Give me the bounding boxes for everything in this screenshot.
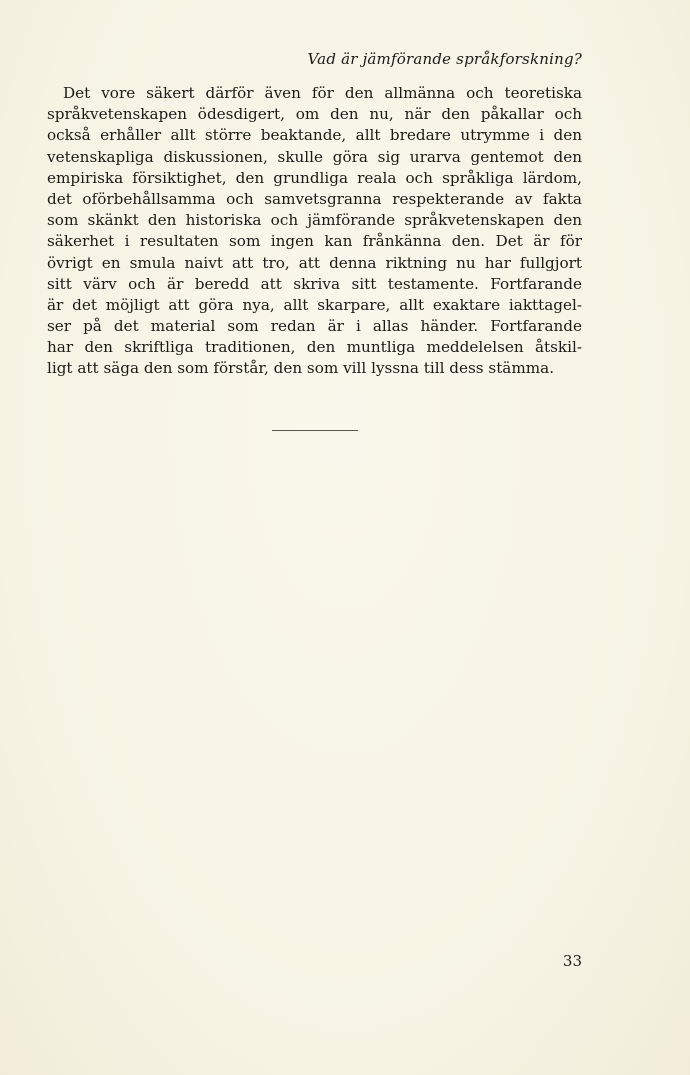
paragraph-line: det oförbehållsamma och samvetsgranna respekterande av fakta [47,189,582,208]
page-number: 33 [562,952,582,970]
paragraph-line: övrigt en smula naivt att tro, att denna riktning nu har fullgjort [47,253,582,272]
paragraph-line: har den skriftliga traditionen, den muntliga meddelelsen åtskil- [47,338,582,357]
paragraph-line: Det vore säkert därför även för den allmänna och teoretiska [63,84,582,102]
paragraph-line: vetenskapliga diskussionen, skulle göra sig urarva gentemot den [47,147,582,166]
running-head: Vad är jämförande språkforskning? [307,50,582,68]
paragraph-line: språkvetenskapen ödesdigert, om den nu, när den påkallar och [47,105,582,124]
section-divider [272,430,358,431]
paragraph-line: också erhåller allt större beaktande, allt bredare utrymme i den [47,126,582,145]
paragraph-line: som skänkt den historiska och jämförande språkvetenskapen den [47,211,582,230]
paragraph-line: är det möjligt att göra nya, allt skarpare, allt exaktare iakttagel- [47,295,582,314]
paragraph-line: sitt värv och är beredd att skriva sitt testamente. Fortfarande [47,274,582,293]
paragraph-line: ser på det material som redan är i allas händer. Fortfarande [47,317,582,336]
paragraph-line: ligt att säga den som förstår, den som vill lyssna till dess stämma. [47,359,555,378]
paragraph-line: säkerhet i resultaten som ingen kan frånkänna den. Det är för [47,232,582,251]
body-paragraph [47,83,582,380]
paragraph-line: empiriska försiktighet, den grundliga reala och språkliga lärdom, [47,168,582,187]
